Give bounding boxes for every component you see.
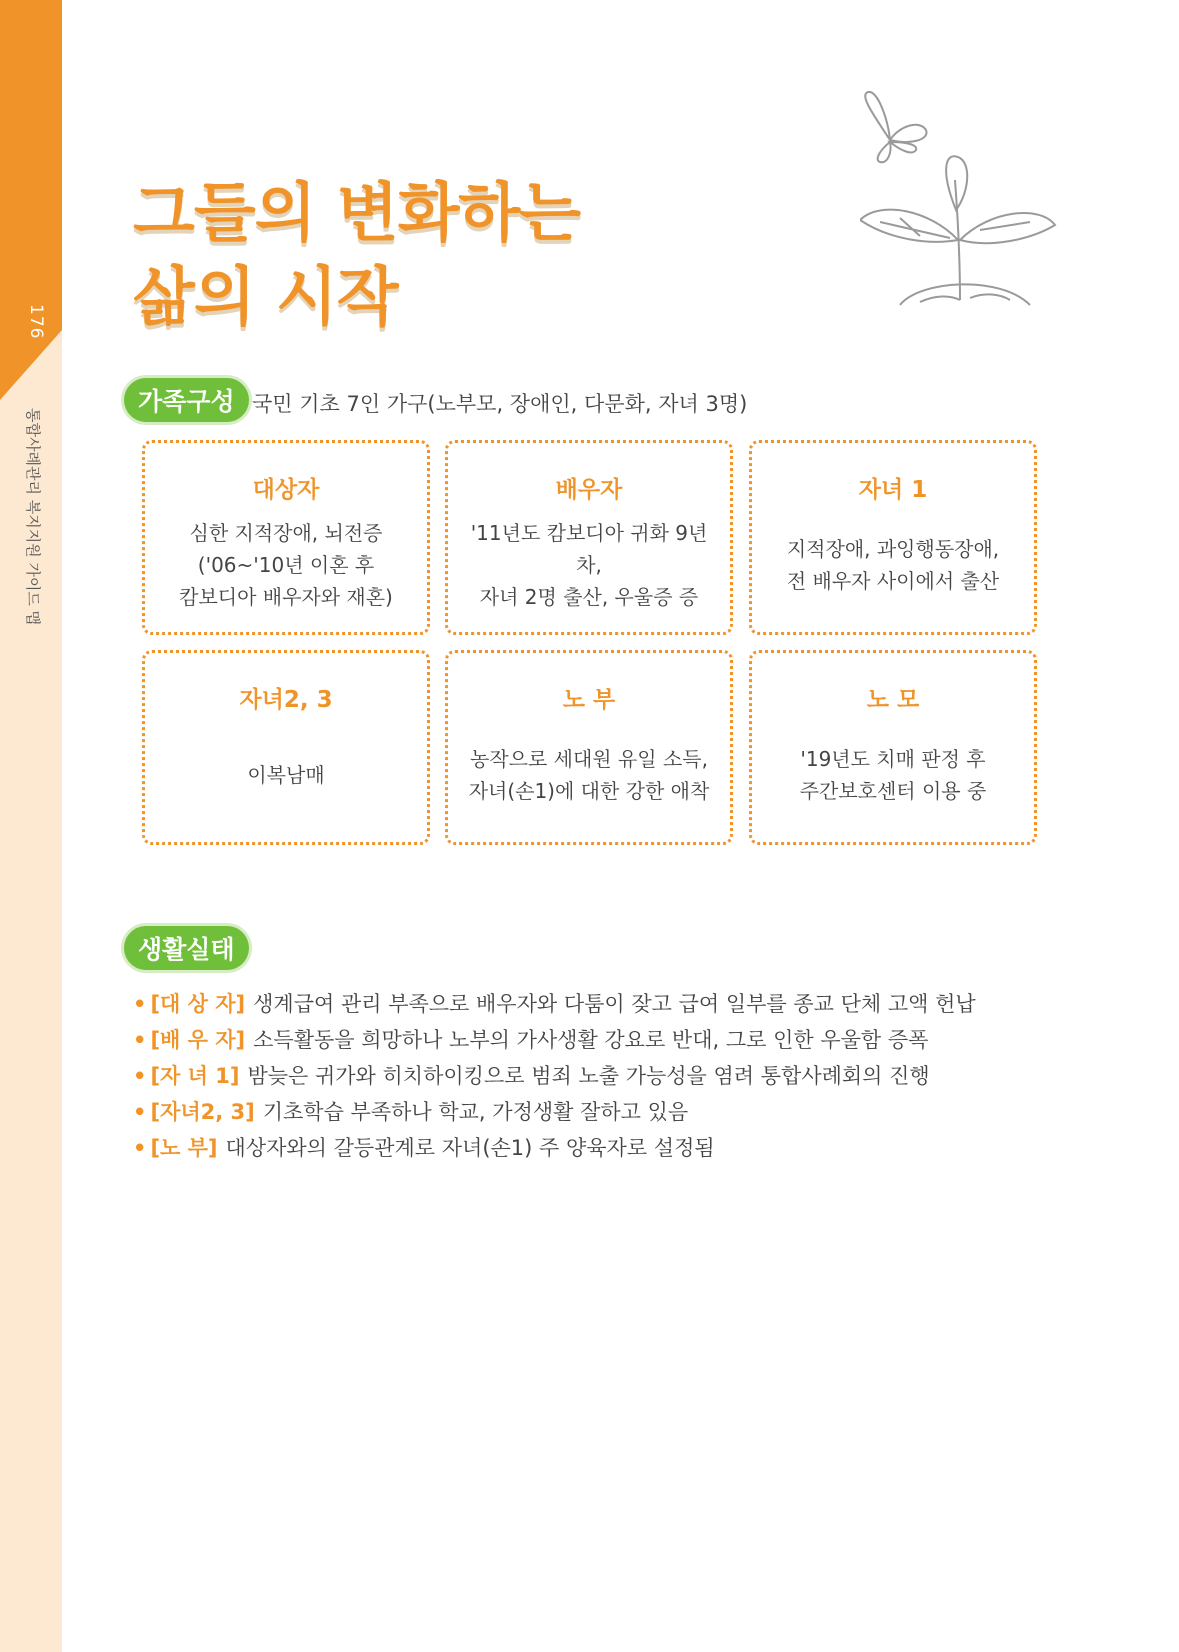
list-item	[133, 1130, 976, 1166]
item-tag: [자녀2, 3]	[150, 1100, 255, 1124]
card-line: 지적장애, 과잉행동장애,	[786, 536, 1000, 561]
card-spouse	[445, 440, 733, 635]
card-title: 대상자	[252, 477, 320, 503]
item-text: 밤늦은 귀가와 히치하이킹으로 범죄 노출 가능성을 염려 통합사례회의 진행	[247, 1064, 930, 1088]
card-line: '19년도 치매 판정 후	[800, 746, 986, 771]
card-title: 자녀 1	[858, 477, 928, 503]
card-line: 심한 지적장애, 뇌전증	[189, 520, 383, 545]
list-item	[133, 1058, 976, 1094]
bullet: •	[133, 1136, 147, 1160]
item-text: 기초학습 부족하나 학교, 가정생활 잘하고 있음	[262, 1100, 689, 1124]
card-text	[760, 443, 1026, 632]
butterfly-icon	[865, 92, 926, 162]
page-title	[133, 172, 580, 340]
item-text: 생계급여 관리 부족으로 배우자와 다툼이 잦고 급여 일부를 종교 단체 고액 헌납	[253, 992, 976, 1016]
item-tag: [자 녀 1]	[150, 1064, 240, 1088]
card-subject	[142, 440, 430, 635]
card-title: 배우자	[555, 477, 623, 503]
card-children-2-3	[142, 650, 430, 845]
book-title: 통합사례관리 복지지원 가이드 맵	[24, 408, 42, 626]
card-grandmother	[749, 650, 1037, 845]
card-text	[153, 653, 419, 842]
item-text: 대상자와의 갈등관계로 자녀(손1) 주 양육자로 설정됨	[225, 1136, 715, 1160]
card-text	[456, 443, 722, 632]
page-title-line-2: 삶의 시작	[133, 261, 398, 335]
item-tag: [노 부]	[150, 1136, 218, 1160]
card-title: 노 모	[866, 687, 920, 713]
card-line: 전 배우자 사이에서 출산	[786, 568, 1000, 593]
card-title: 자녀2, 3	[239, 687, 333, 713]
card-title: 노 부	[562, 687, 616, 713]
card-text	[456, 653, 722, 842]
living-conditions-label: 생활실태	[124, 926, 249, 970]
item-tag: [배 우 자]	[150, 1028, 246, 1052]
card-line: '11년도 캄보디아 귀화 9년 차,	[470, 520, 708, 577]
card-line: 농작으로 세대원 유일 소득,	[470, 746, 708, 771]
list-item	[133, 1094, 976, 1130]
card-line: 캄보디아 배우자와 재혼)	[179, 584, 393, 609]
card-line: 자녀 2명 출산, 우울증 증	[479, 584, 699, 609]
living-conditions-list	[133, 986, 976, 1166]
bullet: •	[133, 1100, 147, 1124]
family-composition-label: 가족구성	[124, 378, 249, 422]
sprout-butterfly-illustration	[860, 90, 1075, 330]
bullet: •	[133, 1028, 147, 1052]
card-text	[153, 443, 419, 632]
page-title-line-1: 그들의 변화하는	[133, 177, 581, 251]
sprout-icon	[860, 156, 1055, 305]
list-item	[133, 986, 976, 1022]
card-line: 자녀(손1)에 대한 강한 애착	[468, 778, 710, 803]
item-tag: [대 상 자]	[150, 992, 246, 1016]
card-line: ('06~'10년 이혼 후	[197, 552, 375, 577]
card-grandfather	[445, 650, 733, 845]
bullet: •	[133, 1064, 147, 1088]
card-text	[760, 653, 1026, 842]
page-number: 176	[26, 304, 46, 340]
card-line: 주간보호센터 이용 중	[799, 778, 987, 803]
item-text: 소득활동을 희망하나 노부의 가사생활 강요로 반대, 그로 인한 우울함 증폭	[253, 1028, 929, 1052]
card-line: 이복남매	[247, 762, 325, 787]
card-child-1	[749, 440, 1037, 635]
side-tab	[0, 0, 62, 330]
bullet: •	[133, 992, 147, 1016]
list-item	[133, 1022, 976, 1058]
family-composition-description: 국민 기초 7인 가구(노부모, 장애인, 다문화, 자녀 3명)	[252, 392, 748, 416]
